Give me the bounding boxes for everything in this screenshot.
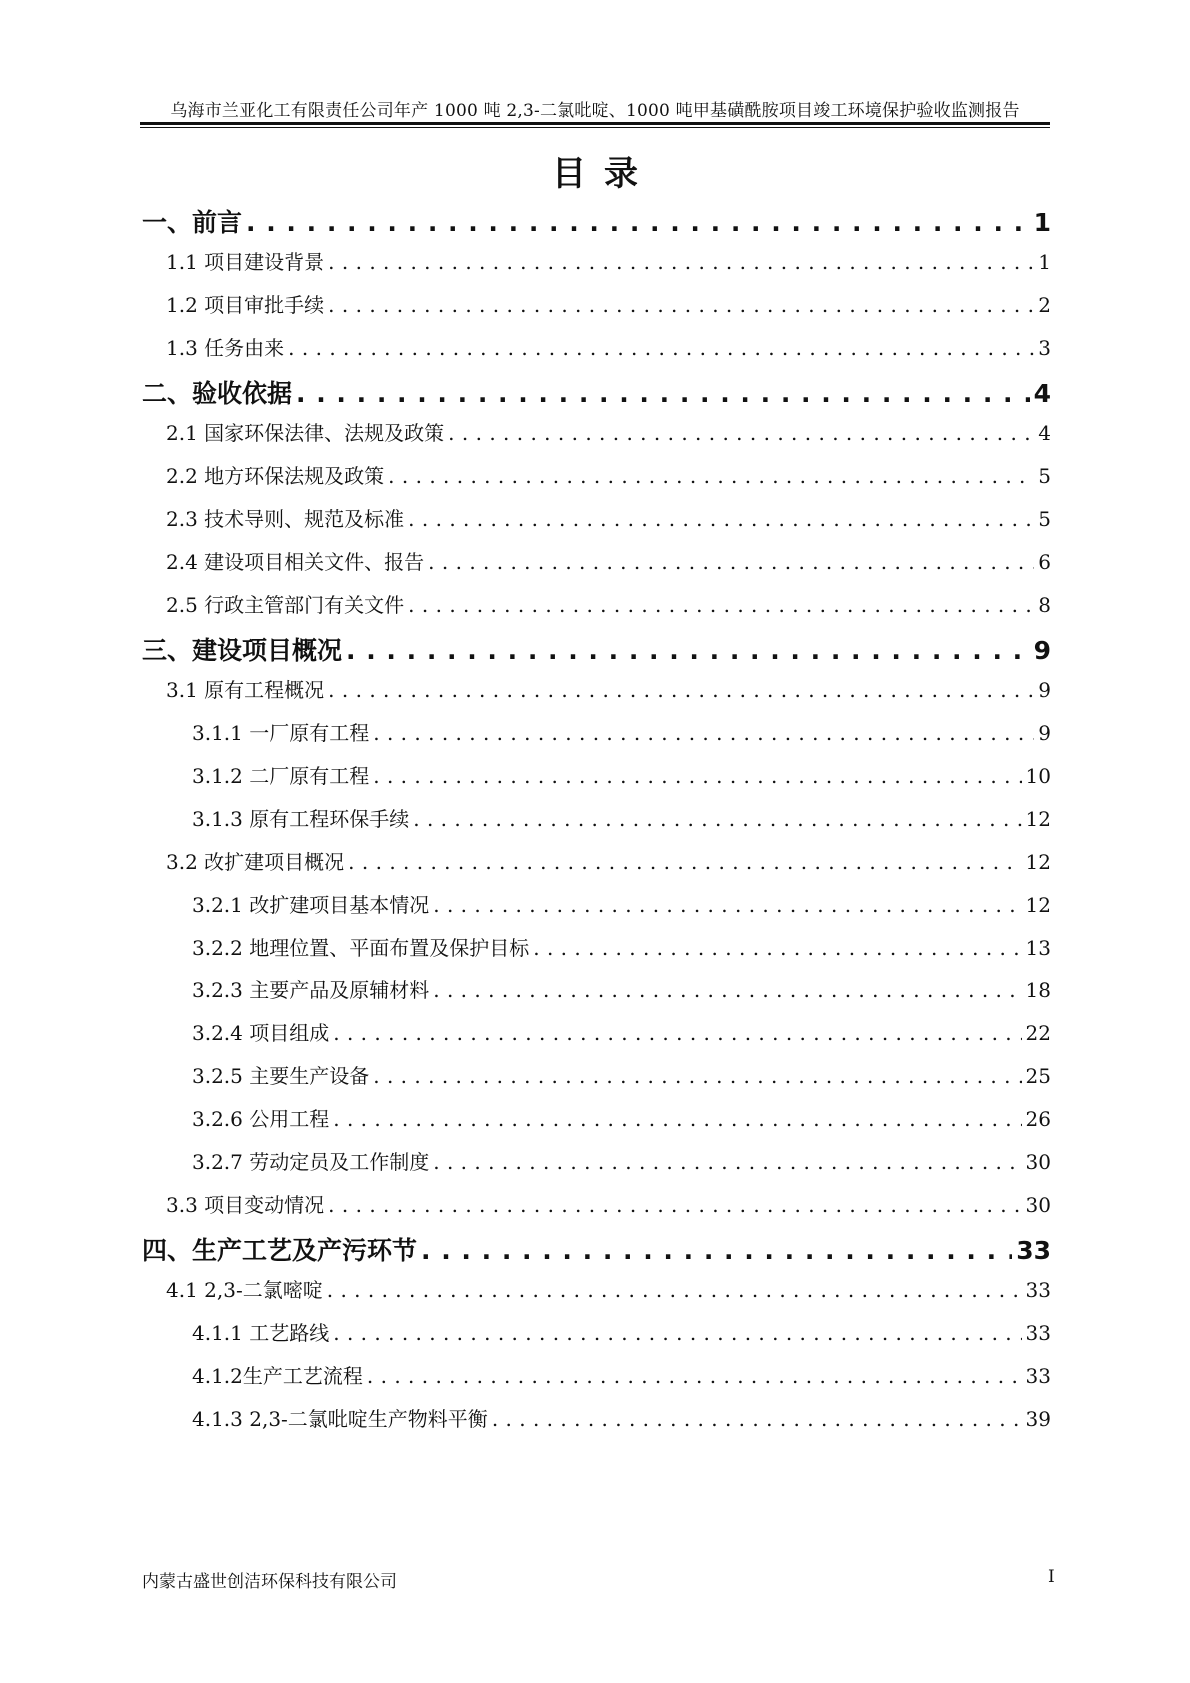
toc-section-entry[interactable] [142, 974, 1051, 1003]
toc-entry-page: 18 [1025, 978, 1051, 1002]
footer-company: 内蒙古盛世创洁环保科技有限公司 [142, 1572, 397, 1592]
toc-dot-leader [533, 936, 1021, 960]
running-header: 乌海市兰亚化工有限责任公司年产 1000 吨 2,3-二氯吡啶、1000 吨甲基磺酰胺项目竣工环境保护验收监测报告 [170, 101, 1020, 121]
toc-entry-label: 3.2.1 改扩建项目基本情况 [192, 893, 430, 917]
toc-dot-leader [246, 208, 1030, 237]
toc-entry-page: 39 [1025, 1407, 1051, 1431]
toc-dot-leader [373, 764, 1021, 788]
toc-entry-page: 33 [1025, 1278, 1051, 1302]
toc-section-entry[interactable] [142, 717, 1051, 746]
toc-section-entry[interactable] [142, 1189, 1051, 1218]
toc-entry-page: 5 [1038, 464, 1051, 488]
toc-entry-label: 2.5 行政主管部门有关文件 [166, 593, 405, 617]
toc-entry-label: 四、生产工艺及产污环节 [142, 1236, 418, 1265]
toc-entry-label: 3.1.3 原有工程环保手续 [192, 807, 410, 831]
toc-dot-leader [433, 978, 1021, 1002]
toc-dot-leader [492, 1407, 1022, 1431]
toc-entry-label: 3.1.2 二厂原有工程 [192, 764, 370, 788]
toc-entry-label: 4.1.2生产工艺流程 [192, 1364, 363, 1388]
toc-section-entry[interactable] [142, 803, 1051, 832]
toc-entry-label: 二、验收依据 [142, 379, 293, 408]
toc-entry-page: 9 [1033, 636, 1051, 665]
toc-entry-label: 3.3 项目变动情况 [166, 1193, 325, 1217]
toc-entry-page: 3 [1038, 336, 1051, 360]
toc-dot-leader [421, 1236, 1012, 1265]
toc-section-entry[interactable] [142, 1017, 1051, 1046]
toc-chapter-entry[interactable] [142, 374, 1051, 410]
toc-entry-page: 10 [1025, 764, 1051, 788]
toc-dot-leader [373, 721, 1034, 745]
toc-entry-page: 4 [1038, 421, 1051, 445]
toc-entry-page: 33 [1025, 1364, 1051, 1388]
toc-entry-page: 12 [1025, 807, 1051, 831]
toc-entry-page: 12 [1025, 850, 1051, 874]
toc-entry-label: 3.1 原有工程概况 [166, 678, 325, 702]
toc-entry-label: 1.2 项目审批手续 [166, 293, 325, 317]
toc-section-entry[interactable] [142, 289, 1051, 318]
toc-section-entry[interactable] [142, 674, 1051, 703]
toc-dot-leader [288, 336, 1034, 360]
toc-dot-leader [408, 593, 1034, 617]
toc-entry-label: 3.1.1 一厂原有工程 [192, 721, 370, 745]
toc-section-entry[interactable] [142, 332, 1051, 361]
toc-section-entry[interactable] [142, 846, 1051, 875]
toc-entry-page: 1 [1033, 208, 1051, 237]
toc-entry-page: 33 [1025, 1321, 1051, 1345]
toc-section-entry[interactable] [142, 546, 1051, 575]
toc-dot-leader [408, 507, 1034, 531]
toc-chapter-entry[interactable] [142, 631, 1051, 667]
toc-dot-leader [328, 293, 1034, 317]
toc-title: 目录 [552, 154, 656, 194]
header-rule-thin [140, 127, 1050, 128]
toc-section-entry[interactable] [142, 503, 1051, 532]
toc-dot-leader [333, 1021, 1021, 1045]
toc-entry-page: 26 [1025, 1107, 1051, 1131]
toc-dot-leader [433, 893, 1021, 917]
toc-entry-label: 2.2 地方环保法规及政策 [166, 464, 385, 488]
toc-entry-page: 8 [1038, 593, 1051, 617]
toc-dot-leader [296, 379, 1030, 408]
toc-entry-page: 12 [1025, 893, 1051, 917]
toc-entry-page: 25 [1025, 1064, 1051, 1088]
toc-dot-leader [328, 1193, 1021, 1217]
toc-dot-leader [348, 850, 1021, 874]
toc-entry-page: 30 [1025, 1193, 1051, 1217]
toc-dot-leader [428, 550, 1034, 574]
toc-entry-label: 1.3 任务由来 [166, 336, 285, 360]
toc-dot-leader [373, 1064, 1021, 1088]
toc-section-entry[interactable] [142, 1274, 1051, 1303]
toc-dot-leader [333, 1321, 1021, 1345]
toc-entry-page: 22 [1025, 1021, 1051, 1045]
toc-dot-leader [327, 1278, 1022, 1302]
toc-entry-label: 3.2.6 公用工程 [192, 1107, 330, 1131]
toc-entry-label: 2.1 国家环保法律、法规及政策 [166, 421, 445, 445]
toc-entry-label: 4.1 2,3-二氯嘧啶 [166, 1278, 323, 1302]
toc-dot-leader [328, 250, 1034, 274]
toc-entry-page: 6 [1038, 550, 1051, 574]
toc-section-entry[interactable] [142, 417, 1051, 446]
toc-section-entry[interactable] [142, 1146, 1051, 1175]
toc-entry-label: 3.2.7 劳动定员及工作制度 [192, 1150, 430, 1174]
toc-section-entry[interactable] [142, 889, 1051, 918]
toc-dot-leader [413, 807, 1021, 831]
toc-entry-label: 3.2.2 地理位置、平面布置及保护目标 [192, 936, 530, 960]
toc-section-entry[interactable] [142, 460, 1051, 489]
toc-section-entry[interactable] [142, 932, 1051, 961]
toc-section-entry[interactable] [142, 1403, 1051, 1432]
toc-entry-label: 1.1 项目建设背景 [166, 250, 325, 274]
toc-section-entry[interactable] [142, 1103, 1051, 1132]
toc-entry-label: 2.3 技术导则、规范及标准 [166, 507, 405, 531]
toc-dot-leader [328, 678, 1034, 702]
footer-page-number: I [1048, 1567, 1055, 1587]
toc-dot-leader [448, 421, 1034, 445]
toc-dot-leader [346, 636, 1030, 665]
toc-section-entry[interactable] [142, 246, 1051, 275]
toc-entry-page: 5 [1038, 507, 1051, 531]
toc-section-entry[interactable] [142, 1360, 1051, 1389]
toc-entry-page: 9 [1038, 678, 1051, 702]
toc-entry-label: 4.1.1 工艺路线 [192, 1321, 330, 1345]
toc-chapter-entry[interactable] [142, 203, 1051, 239]
toc-entry-label: 2.4 建设项目相关文件、报告 [166, 550, 425, 574]
toc-entry-label: 4.1.3 2,3-二氯吡啶生产物料平衡 [192, 1407, 488, 1431]
toc-dot-leader [367, 1364, 1022, 1388]
toc-entry-label: 3.2.5 主要生产设备 [192, 1064, 370, 1088]
toc-entry-page: 33 [1016, 1236, 1051, 1265]
toc-dot-leader [333, 1107, 1021, 1131]
toc-chapter-entry[interactable] [142, 1231, 1051, 1267]
toc-entry-page: 9 [1038, 721, 1051, 745]
toc-entry-label: 3.2.3 主要产品及原辅材料 [192, 978, 430, 1002]
toc-entry-page: 1 [1038, 250, 1051, 274]
toc-entry-label: 一、前言 [142, 208, 243, 237]
toc-entry-label: 3.2.4 项目组成 [192, 1021, 330, 1045]
toc-dot-leader [433, 1150, 1021, 1174]
toc-entry-page: 4 [1033, 379, 1051, 408]
header-rule-thick [140, 122, 1050, 125]
toc-section-entry[interactable] [142, 1317, 1051, 1346]
toc-entry-page: 30 [1025, 1150, 1051, 1174]
toc-entry-page: 13 [1025, 936, 1051, 960]
toc-section-entry[interactable] [142, 1060, 1051, 1089]
toc-entry-page: 2 [1038, 293, 1051, 317]
toc-section-entry[interactable] [142, 589, 1051, 618]
toc-entry-label: 三、建设项目概况 [142, 636, 343, 665]
toc-section-entry[interactable] [142, 760, 1051, 789]
toc-dot-leader [388, 464, 1034, 488]
toc-entry-label: 3.2 改扩建项目概况 [166, 850, 345, 874]
